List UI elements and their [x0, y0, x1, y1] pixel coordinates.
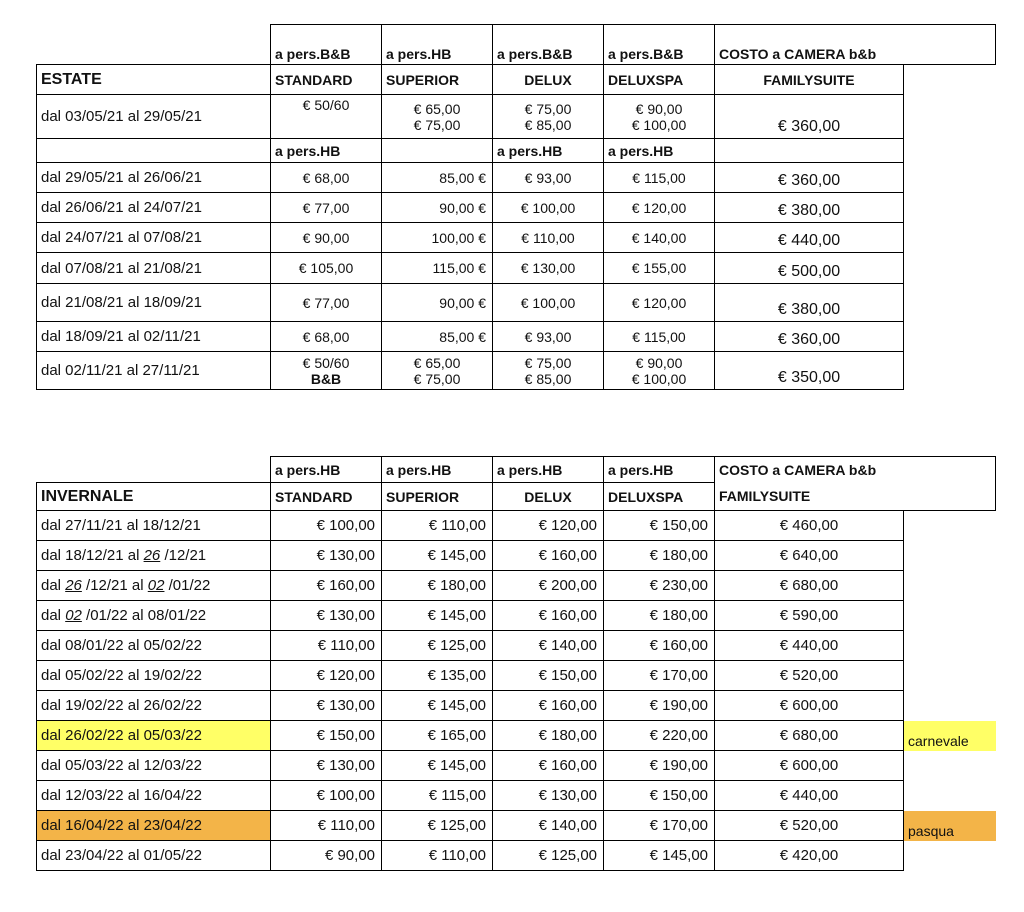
standard-price-cell: € 110,00	[271, 631, 382, 661]
deluxspa-price-cell: € 230,00	[604, 571, 715, 601]
superior-price-cell: € 65,00 € 75,00	[382, 95, 493, 139]
family-price-cell: € 590,00	[715, 601, 904, 631]
delux-price-cell: € 130,00	[493, 253, 604, 284]
period-cell: dal 26/06/21 al 24/07/21	[37, 193, 271, 223]
winter-row	[37, 811, 996, 841]
winter-row	[37, 511, 996, 541]
summer-col-familysuite: FAMILYSUITE	[715, 65, 904, 95]
delux-price-cell: € 180,00	[493, 721, 604, 751]
winter-col-delux: DELUX	[493, 483, 604, 511]
season-note	[904, 661, 996, 691]
winter-col-standard: STANDARD	[271, 483, 382, 511]
winter-row	[37, 841, 996, 871]
period-part: dal	[41, 577, 66, 594]
winter-row	[37, 781, 996, 811]
season-note	[904, 841, 996, 871]
deluxspa-price-cell: € 170,00	[604, 661, 715, 691]
standard-price-cell: € 50/60	[271, 95, 382, 139]
period-cell: dal 26/02/22 al 05/03/22	[37, 721, 271, 751]
period-part: dal 18/12/21 al	[41, 547, 144, 564]
standard-price-cell: € 100,00	[271, 781, 382, 811]
deluxspa-price-cell: € 115,00	[604, 322, 715, 352]
summer-row-last	[37, 352, 996, 390]
season-note: pasqua	[904, 811, 996, 841]
delux-price-cell: € 75,00 € 85,00	[493, 352, 604, 390]
period-cell: dal 29/05/21 al 26/06/21	[37, 163, 271, 193]
superior-price-cell: € 110,00	[382, 511, 493, 541]
deluxspa-price-cell: € 220,00	[604, 721, 715, 751]
deluxspa-price-cell: € 115,00	[604, 163, 715, 193]
family-price-cell: € 440,00	[715, 631, 904, 661]
superior-price-cell: 90,00 €	[382, 193, 493, 223]
superior-price-cell: € 145,00	[382, 691, 493, 721]
family-price-cell: € 420,00	[715, 841, 904, 871]
deluxspa-price-cell: € 120,00	[604, 284, 715, 322]
deluxspa-price-cell: € 155,00	[604, 253, 715, 284]
season-note	[904, 631, 996, 661]
standard-price-cell: € 50/60 B&B	[271, 352, 382, 390]
summer-row	[37, 223, 996, 253]
deluxspa-price-cell: € 140,00	[604, 223, 715, 253]
winter-row	[37, 541, 996, 571]
deluxspa-price-cell: € 180,00	[604, 601, 715, 631]
family-price-cell: € 680,00	[715, 571, 904, 601]
family-price-cell: € 440,00	[715, 781, 904, 811]
standard-price-cell: € 130,00	[271, 601, 382, 631]
period-cell: dal 23/04/22 al 01/05/22	[37, 841, 271, 871]
standard-price-cell: € 77,00	[271, 193, 382, 223]
delux-price-cell: € 130,00	[493, 781, 604, 811]
family-price-cell: € 640,00	[715, 541, 904, 571]
standard-price-cell: € 90,00	[271, 841, 382, 871]
superior-price-cell: 100,00 €	[382, 223, 493, 253]
winter-header-row-2	[37, 483, 996, 511]
summer-row	[37, 284, 996, 322]
family-price-cell: € 460,00	[715, 511, 904, 541]
deluxspa-price-cell: € 90,00 € 100,00	[604, 352, 715, 390]
season-note: carnevale	[904, 721, 996, 751]
period-part: /01/22	[164, 577, 211, 594]
delux-price-cell: € 110,00	[493, 223, 604, 253]
family-price-cell: € 380,00	[715, 193, 904, 223]
deluxspa-price-cell: € 120,00	[604, 193, 715, 223]
winter-season-title: INVERNALE	[37, 483, 271, 511]
standard-price-cell: € 110,00	[271, 811, 382, 841]
summer-season-title: ESTATE	[37, 65, 271, 95]
superior-price-cell: € 110,00	[382, 841, 493, 871]
season-note	[904, 691, 996, 721]
standard-price-cell: € 130,00	[271, 541, 382, 571]
period-underlined-part: 02	[147, 577, 165, 594]
winter-header-standard-type: a pers.HB	[271, 457, 382, 483]
winter-col-familysuite: FAMILYSUITE	[715, 483, 996, 511]
season-note	[904, 571, 996, 601]
family-price-cell: € 680,00	[715, 721, 904, 751]
summer-mid-header-deluxspa: a pers.HB	[604, 139, 715, 163]
season-note	[904, 541, 996, 571]
superior-price-cell: € 65,00 € 75,00	[382, 352, 493, 390]
superior-price-cell: € 135,00	[382, 661, 493, 691]
deluxspa-price-cell: € 190,00	[604, 691, 715, 721]
standard-price-cell: € 105,00	[271, 253, 382, 284]
period-part: /01/22 al 08/01/22	[81, 607, 207, 624]
family-price-cell: € 520,00	[715, 661, 904, 691]
delux-price-cell: € 200,00	[493, 571, 604, 601]
period-cell: dal 05/02/22 al 19/02/22	[37, 661, 271, 691]
winter-header-delux-type: a pers.HB	[493, 457, 604, 483]
period-cell: dal 19/02/22 al 26/02/22	[37, 691, 271, 721]
superior-price-cell: 85,00 €	[382, 163, 493, 193]
superior-price-cell: € 145,00	[382, 751, 493, 781]
period-cell	[37, 541, 271, 571]
period-cell: dal 16/04/22 al 23/04/22	[37, 811, 271, 841]
period-cell: dal 03/05/21 al 29/05/21	[37, 95, 271, 139]
period-cell: dal 27/11/21 al 18/12/21	[37, 511, 271, 541]
summer-header-superior-type: a pers.HB	[382, 25, 493, 65]
delux-price-cell: € 120,00	[493, 511, 604, 541]
delux-price-cell: € 150,00	[493, 661, 604, 691]
delux-price-cell: € 100,00	[493, 193, 604, 223]
winter-header-room-cost: COSTO a CAMERA b&b	[715, 457, 996, 483]
superior-price-cell: € 125,00	[382, 631, 493, 661]
standard-price-cell: € 68,00	[271, 163, 382, 193]
period-cell	[37, 601, 271, 631]
standard-price-cell: € 120,00	[271, 661, 382, 691]
period-cell: dal 21/08/21 al 18/09/21	[37, 284, 271, 322]
summer-header-standard-type: a pers.B&B	[271, 25, 382, 65]
summer-header-room-cost: COSTO a CAMERA b&b	[715, 25, 996, 65]
period-cell	[37, 571, 271, 601]
winter-price-table	[36, 456, 996, 871]
standard-price-cell: € 130,00	[271, 691, 382, 721]
deluxspa-price-cell: € 190,00	[604, 751, 715, 781]
delux-price-cell: € 100,00	[493, 284, 604, 322]
delux-price-cell: € 160,00	[493, 541, 604, 571]
delux-price-cell: € 160,00	[493, 691, 604, 721]
superior-price-cell: € 145,00	[382, 601, 493, 631]
summer-row-first	[37, 95, 996, 139]
family-price-cell: € 350,00	[715, 352, 904, 390]
winter-row	[37, 601, 996, 631]
period-cell: dal 08/01/22 al 05/02/22	[37, 631, 271, 661]
period-cell: dal 12/03/22 al 16/04/22	[37, 781, 271, 811]
period-underlined-part: 26	[65, 577, 82, 594]
period-part: /12/21 al	[81, 577, 148, 594]
delux-price-cell: € 160,00	[493, 601, 604, 631]
winter-row	[37, 571, 996, 601]
season-note	[904, 601, 996, 631]
delux-price-cell: € 75,00 € 85,00	[493, 95, 604, 139]
winter-header-deluxspa-type: a pers.HB	[604, 457, 715, 483]
deluxspa-price-cell: € 170,00	[604, 811, 715, 841]
superior-price-cell: € 165,00	[382, 721, 493, 751]
superior-price-cell: € 125,00	[382, 811, 493, 841]
deluxspa-price-cell: € 90,00 € 100,00	[604, 95, 715, 139]
period-cell: dal 05/03/22 al 12/03/22	[37, 751, 271, 781]
family-price-cell: € 440,00	[715, 223, 904, 253]
winter-row	[37, 631, 996, 661]
standard-price-cell: € 68,00	[271, 322, 382, 352]
summer-header-row-1	[37, 25, 996, 65]
delux-price-cell: € 160,00	[493, 751, 604, 781]
family-price-cell: € 600,00	[715, 751, 904, 781]
family-price-cell: € 360,00	[715, 95, 904, 139]
period-cell: dal 02/11/21 al 27/11/21	[37, 352, 271, 390]
summer-header-deluxspa-type: a pers.B&B	[604, 25, 715, 65]
standard-price-cell: € 130,00	[271, 751, 382, 781]
period-underlined-part: 26	[143, 547, 161, 564]
summer-col-deluxspa: DELUXSPA	[604, 65, 715, 95]
season-note	[904, 511, 996, 541]
deluxspa-price-cell: € 145,00	[604, 841, 715, 871]
winter-row	[37, 691, 996, 721]
period-part: /12/21	[160, 547, 207, 564]
superior-price-cell: 90,00 €	[382, 284, 493, 322]
deluxspa-price-cell: € 150,00	[604, 511, 715, 541]
standard-price-cell: € 90,00	[271, 223, 382, 253]
summer-header-row-2	[37, 65, 996, 95]
winter-row	[37, 751, 996, 781]
winter-header-superior-type: a pers.HB	[382, 457, 493, 483]
delux-price-cell: € 140,00	[493, 811, 604, 841]
family-price-cell: € 520,00	[715, 811, 904, 841]
deluxspa-price-cell: € 150,00	[604, 781, 715, 811]
family-price-cell: € 500,00	[715, 253, 904, 284]
standard-price-cell: € 77,00	[271, 284, 382, 322]
family-price-cell: € 360,00	[715, 322, 904, 352]
standard-price-cell: € 100,00	[271, 511, 382, 541]
summer-row	[37, 253, 996, 284]
family-price-cell: € 360,00	[715, 163, 904, 193]
superior-price-cell: € 180,00	[382, 571, 493, 601]
summer-mid-header-standard: a pers.HB	[271, 139, 382, 163]
summer-row	[37, 193, 996, 223]
winter-row	[37, 721, 996, 751]
standard-price-cell: € 160,00	[271, 571, 382, 601]
delux-price-cell: € 93,00	[493, 322, 604, 352]
superior-price-cell: € 145,00	[382, 541, 493, 571]
standard-price-cell: € 150,00	[271, 721, 382, 751]
summer-price-table	[36, 24, 996, 390]
superior-price-cell: € 115,00	[382, 781, 493, 811]
family-price-cell: € 380,00	[715, 284, 904, 322]
winter-col-superior: SUPERIOR	[382, 483, 493, 511]
summer-row	[37, 163, 996, 193]
summer-col-delux: DELUX	[493, 65, 604, 95]
deluxspa-price-cell: € 160,00	[604, 631, 715, 661]
summer-col-standard: STANDARD	[271, 65, 382, 95]
season-note	[904, 751, 996, 781]
deluxspa-price-cell: € 180,00	[604, 541, 715, 571]
delux-price-cell: € 93,00	[493, 163, 604, 193]
summer-col-superior: SUPERIOR	[382, 65, 493, 95]
delux-price-cell: € 140,00	[493, 631, 604, 661]
period-part: dal	[41, 607, 66, 624]
summer-row	[37, 322, 996, 352]
superior-price-cell: 115,00 €	[382, 253, 493, 284]
family-price-cell: € 600,00	[715, 691, 904, 721]
superior-price-cell: 85,00 €	[382, 322, 493, 352]
season-note	[904, 781, 996, 811]
winter-col-deluxspa: DELUXSPA	[604, 483, 715, 511]
winter-header-row-1	[37, 457, 996, 483]
delux-price-cell: € 125,00	[493, 841, 604, 871]
summer-header-delux-type: a pers.B&B	[493, 25, 604, 65]
summer-mid-header-delux: a pers.HB	[493, 139, 604, 163]
period-cell: dal 07/08/21 al 21/08/21	[37, 253, 271, 284]
winter-row	[37, 661, 996, 691]
period-underlined-part: 02	[65, 607, 82, 624]
summer-mid-header-row	[37, 139, 996, 163]
period-cell: dal 18/09/21 al 02/11/21	[37, 322, 271, 352]
period-cell: dal 24/07/21 al 07/08/21	[37, 223, 271, 253]
